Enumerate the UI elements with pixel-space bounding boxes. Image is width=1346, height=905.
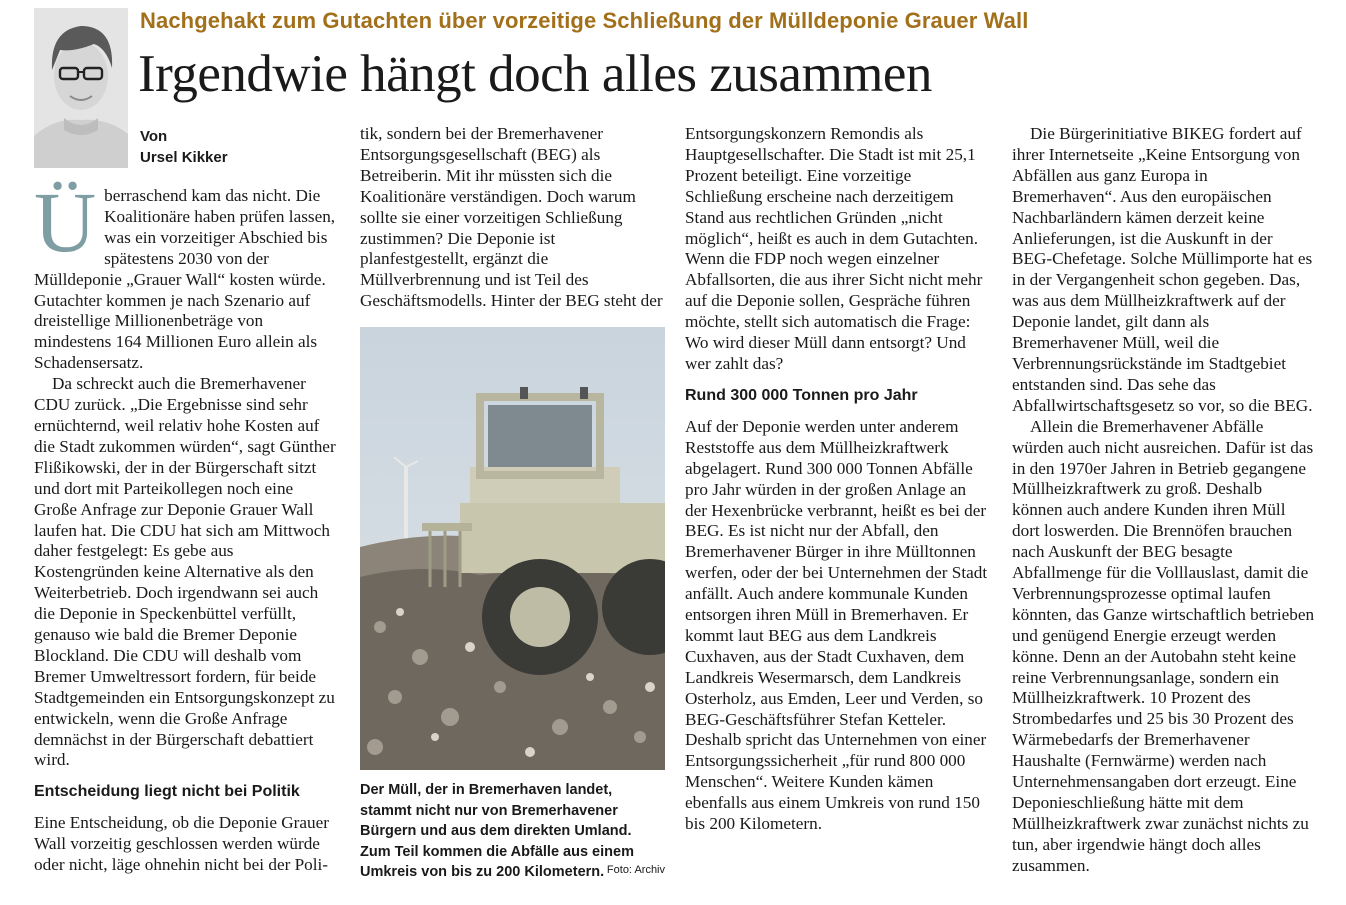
col3-subhead: Rund 300 000 Tonnen pro Jahr [685, 386, 918, 404]
col1-paragraph-1: berraschend kam das nicht. Die Koalitionäre haben prüfen lassen, was ein vorzeitiger Abschied bis spätestens 2030 von der Mülldeponie „Grauer Wall“ kosten würde. Gutachter kommen je nach Szenario auf dreistellige Millionenbeträge von mindestens 164 Millionen Euro allein als Schadensersatz. [34, 186, 336, 373]
col3-paragraph-1: Entsorgungskonzern Remondis als Hauptgesellschafter. Die Stadt ist mit 25,1 Prozent beteiligt. Eine vorzeitige Schließung erscheine nach derzeitigem Stand aus rechtlichen Gründen „nicht möglich“, heißt es auch in dem Gutachten. Wenn die FDP noch wegen einzelner Abfallsorten, die aus ihrer Sicht nicht mehr auf die Deponie sollen, Gespräche führen möchte, stellt sich automatisch die Frage: Wo wird dieser Müll dann entsorgt? Und wer zahlt das? [685, 124, 983, 373]
col1-paragraph-2: Da schreckt auch die Bremerhavener CDU zurück. „Die Ergebnisse sind sehr ernüchternd, weil relativ hohe Kosten auf die Stadt zukommen würden“, sagt Günther Flißikowski, der in der Bürgerschaft sitzt und dort mit Parteikollegen noch eine Große Anfrage zur Deponie Grauer Wall laufen hat. Die CDU hat sich am Mittwoch daher festgelegt: Es gebe aus Kostengründen keine Alternative als den Weiterbetrieb. Doch irgendwann sei auch die Deponie in Speckenbüttel verfüllt, genauso wie bald die Bremer Deponie Blockland. Die CDU will deshalb vom Bremer Umweltressort fordern, für beide Stadtgemeinden ein Entsorgungskonzept zu entwickeln, wenn die Große Anfrage demnächst in der Bürgerschaft debattiert wird. [34, 374, 336, 770]
caption-text: der in Bremerhaven landet, stammt nicht nur von Bremerhavener Bürgern und aus dem direkten Umland. Zum Teil kommen die Abfälle aus einem Umkreis von bis zu 200 Kilometern. [360, 782, 634, 880]
column-2 [360, 124, 665, 312]
col1-paragraph-3: Eine Entscheidung, ob die Deponie Grauer Wall vorzeitig geschlossen werden würde oder nicht, läge ohnehin nicht bei der Poli- [34, 813, 329, 875]
author-photo [34, 8, 128, 168]
byline [140, 126, 228, 168]
column-4 [1012, 124, 1315, 877]
col1-subhead: Entscheidung liegt nicht bei Politik [34, 783, 300, 801]
landfill-photo [360, 327, 665, 770]
column-3 [685, 124, 991, 835]
byline-von: Von [140, 128, 168, 145]
caption-lead: Der Müll, [360, 782, 422, 798]
col3-paragraph-2: Auf der Deponie werden unter anderem Reststoffe aus dem Müllheizkraftwerk abgelagert. Rund 300 000 Tonnen Abfälle pro Jahr würden in der großen Anlage an der Hexenbrücke verbrannt, heißt es bei der BEG. Es ist nicht nur der Abfall, den Bremerhavener Bürger in ihre Mülltonnen werfen, oder der bei Unternehmen der Stadt anfällt. Auch andere kommunale Kunden entsorgen ihren Müll in Bremerhaven. Er kommt laut BEG aus dem Landkreis Cuxhaven, aus der Stadt Cuxhaven, dem Landkreis Wesermarsch, dem Landkreis Osterholz, aus Emden, Leer und Verden, so BEG-Geschäftsführer Stefan Ketteler. Deshalb spricht das Unternehmen von einer Entsorgungssicherheit „für rund 800 000 Menschen“. Weitere Kunden kämen ebenfalls aus einem Umkreis von rund 150 bis 200 Kilometern. [685, 416, 988, 834]
col2-paragraph-1: tik, sondern bei der Bremerhavener Entsorgungsgesellschaft (BEG) als Betreiberin. Mit ihr müssten sich die Koalitionäre verständigen. Doch warum sollte sie einer vorzeitigen Schließung zustimmen? Die Deponie ist planfestgestellt, ergänzt die Müllverbrennung und ist Teil des Geschäftsmodells. Hinter der BEG steht der [360, 124, 663, 311]
kicker: Nachgehakt zum Gutachten über vorzeitige Schließung der Mülldeponie Grauer Wall [140, 8, 1029, 33]
photo-credit: Foto: Archiv [606, 864, 665, 876]
col4-paragraph-1: Die Bürgerinitiative BIKEG fordert auf ihrer Internetseite „Keine Entsorgung von Abfällen aus ganz Europa in Bremerhaven“. Aus den europäischen Nachbarländern kämen derzeit keine Anlieferungen, ist die Auskunft in der BEG-Chefetage. Solche Müllimporte hat es in der Vergangenheit schon gegeben. Das, was aus dem Müllheizkraftwerk auf der Deponie landet, gilt dann als Bremerhavener Müll, weil die Verbrennungsrückstände im Stadtgebiet entstanden sind. Das sehe das Abfallwirtschaftsgesetz so vor, so die BEG. [1012, 124, 1313, 415]
column-1 [34, 174, 340, 876]
drop-cap: Ü [34, 174, 97, 270]
byline-author: Ursel Kikker [140, 149, 228, 166]
photo-caption [360, 780, 665, 883]
col4-paragraph-2: Allein die Bremerhavener Abfälle würden auch nicht ausreichen. Dafür ist das in den 1970er Jahren in Betrieb gegangene Müllheizkraftwerk zu groß. Deshalb können auch andere Kunden ihren Müll dort loswerden. Die Brennöfen brauchen nach Auskunft der BEG besagte Abfallmenge für die Volllauslast, damit die Verbrennungsprozesse optimal laufen könnten, das Ganze wirtschaftlich betrieben und genügend Energie erzeugt werden könne. Denn an der Autobahn steht keine reine Verbrennungsanlage, sondern ein Müllheizkraftwerk. 10 Prozent des Strombedarfes und 25 bis 30 Prozent des Wärmebedarfs der Bremerhavener Haushalte (Fernwärme) werden nach Unternehmensangaben dort erzeugt. Eine Deponieschließung hätte mit dem Müllheizkraftwerk zwar zunächst nichts zu tun, aber irgendwie hängt doch alles zusammen. [1012, 416, 1315, 875]
headline: Irgendwie hängt doch alles zusammen [138, 45, 932, 103]
